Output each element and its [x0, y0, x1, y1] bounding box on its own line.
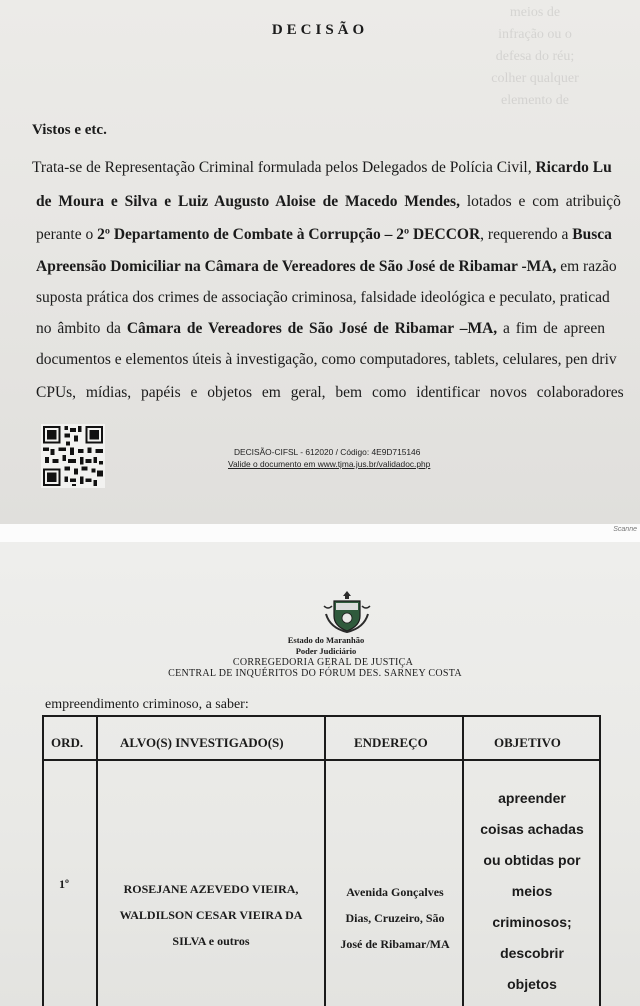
greeting: Vistos e etc. — [32, 122, 107, 138]
cell-objetivo-line-2: coisas achadas — [480, 821, 584, 837]
cell-endereco-line-1: Avenida Gonçalves — [346, 885, 444, 899]
decision-page-2 — [0, 542, 640, 1006]
column-header-ord: ORD. — [51, 735, 84, 750]
header-state: Estado do Maranhão — [287, 635, 365, 645]
body-line-3: perante o 2º Departamento de Combate à Corrupção – 2º DECCOR, requerendo a Busca — [36, 226, 612, 243]
cell-objetivo-line-4: meios — [511, 883, 553, 899]
qr-code-icon — [40, 424, 106, 488]
cell-endereco-line-2: Dias, Cruzeiro, São — [345, 911, 445, 925]
document-title: DECISÃO — [271, 22, 369, 38]
cell-endereco-line-3: José de Ribamar/MA — [340, 937, 450, 951]
header-judiciary: Poder Judiciário — [295, 646, 357, 656]
column-header-alvo: ALVO(S) INVESTIGADO(S) — [120, 735, 284, 750]
verification-stamp — [228, 446, 430, 470]
cell-objetivo-line-7: objetos — [507, 976, 557, 992]
cell-alvo-line-1: ROSEJANE AZEVEDO VIEIRA, — [123, 882, 299, 896]
cell-alvo-line-2: WALDILSON CESAR VIEIRA DA — [119, 908, 303, 922]
cell-objetivo-line-1: apreender — [498, 790, 566, 806]
scanner-watermark: Scanne — [613, 526, 637, 533]
body-line-7: documentos e elementos úteis à investigação, como computadores, tablets, celulares, pen driv — [36, 351, 617, 368]
body-line-2: de Moura e Silva e Luiz Augusto Aloise de Macedo Mendes, lotados e com atribuiçõ — [36, 193, 621, 210]
show-through-margin-text: meios de infração ou o defesa do réu; colher qualquer elemento de — [491, 5, 579, 108]
body-line-8: CPUs, mídias, papéis e objetos em geral, bem como identificar novos colaboradores — [36, 384, 624, 401]
validation-link[interactable]: Valide o documento em www.tjma.jus.br/validadoc.php — [228, 459, 431, 469]
column-header-objetivo: OBJETIVO — [494, 735, 561, 750]
verification-code: DECISÃO-CIFSL - 612020 / Código: 4E9D715146 — [234, 447, 421, 457]
cell-alvo-line-3: SILVA e outros — [172, 934, 250, 948]
body-line-6: no âmbito da Câmara de Vereadores de São José de Ribamar –MA, a fim de apreen — [36, 320, 605, 337]
body-line-4: Apreensão Domiciliar na Câmara de Vereadores de São José de Ribamar -MA, em razão — [36, 258, 617, 275]
body-line-5: suposta prática dos crimes de associação criminosa, falsidade ideológica e peculato, praticad — [36, 289, 610, 306]
cell-ord: 1º — [59, 877, 69, 891]
header-central: CENTRAL DE INQUÉRITOS DO FÓRUM DES. SARNEY COSTA — [168, 668, 462, 679]
body-line-1: Trata-se de Representação Criminal formulada pelos Delegados de Polícia Civil, Ricardo Lu — [32, 159, 612, 176]
table-intro: empreendimento criminoso, a saber: — [45, 697, 249, 712]
maranhao-coat-of-arms-icon — [322, 588, 372, 634]
page-gap — [0, 524, 640, 542]
header-corregedoria: CORREGEDORIA GERAL DE JUSTIÇA — [232, 657, 414, 668]
cell-objetivo-line-5: criminosos; — [492, 914, 572, 930]
column-header-endereco: ENDEREÇO — [354, 735, 428, 750]
cell-objetivo-line-6: descobrir — [500, 945, 564, 961]
cell-objetivo-line-3: ou obtidas por — [483, 852, 581, 868]
